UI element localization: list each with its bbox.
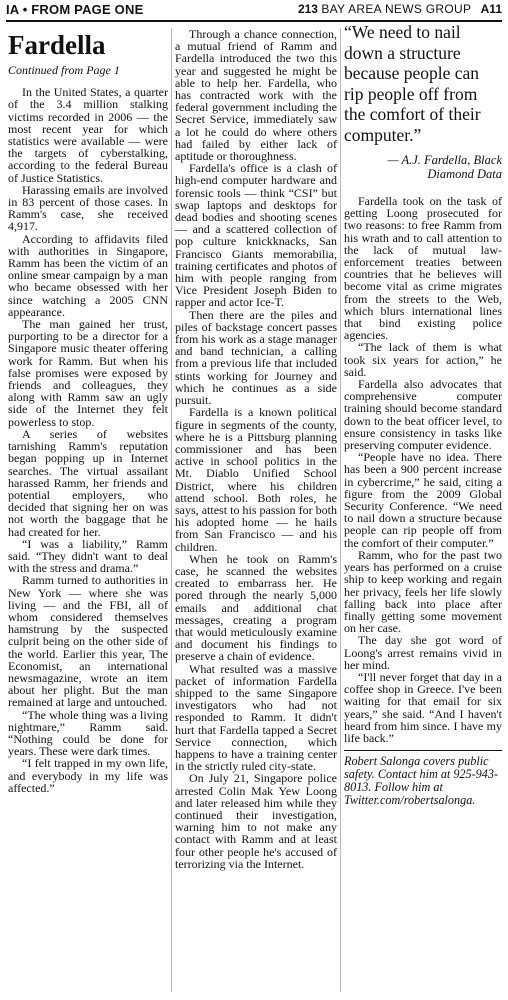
author-tagline: Robert Salonga covers public safety. Contact him at 925-943-8013. Follow him at Twitter.com/robertsalonga. [344, 750, 502, 807]
pull-quote-attribution: — A.J. Fardella, Black Diamond Data [387, 153, 502, 181]
page-number: 213 [297, 2, 318, 16]
paragraph: According to affidavits filed with authorities in Singapore, Ramm has been the victim of an online smear campaign by a man who became obsessed with her since watching a 2005 CNN appearance. [8, 231, 168, 319]
headline: Fardella [8, 30, 106, 60]
paragraph: The man gained her trust, purporting to be a director for a Singapore music theater offering work for Ramm. But when his false promises were exposed by friends and colleagues, they along with Ramm saw an ugly side of the Internet they felt powerless to stop. [8, 317, 168, 429]
column-3 [344, 22, 502, 808]
column-divider [340, 28, 341, 992]
paragraph: “The lack of them is what took six years for action,” he said. [344, 340, 502, 379]
paragraph: The day she got word of Loong's arrest remains vivid in her mind. [344, 633, 502, 672]
paragraph: What resulted was a massive packet of information Fardella shipped to the same Singapore investigators who had not responded to Ramm. It didn't hurt that Fardella tapped a Secret Service connection, which happens to have a training center in the strictly ruled city-state. [175, 661, 337, 774]
page-header [6, 0, 502, 19]
pull-quote-text: “We need to nail down a structure because people can rip people off from the comfort of their computer.” [344, 22, 481, 145]
paragraph: In the United States, a quarter of the 3.4 million stalking victims recorded in 2006 — the most recent year for which statistics were available — were the targets of cyberstalking, according to the federal Bureau of Justice Statistics. [8, 85, 168, 185]
paragraph: “I felt trapped in my own life, and everybody in my life was affected.” [8, 756, 168, 795]
pull-quote [344, 22, 502, 181]
paragraph: When he took on Ramm's case, he scanned the websites created to embarrass her. He pored through the nearly 5,000 emails and additional chat messages, creating a program that would meticulously examine and document his findings to preserve a chain of evidence. [175, 551, 337, 664]
paragraph: Then there are the piles and piles of backstage concert passes from his work as a stage manager and band technician, a calling from a previous life that included stints working for Journey and which he continues as a side pursuit. [175, 307, 337, 408]
header-right [298, 2, 502, 16]
column-2 [175, 28, 337, 870]
paragraph: Fardella is a known political figure in segments of the county, where he is a Pittsburg planning commissioner and has been active in school politics in the Mt. Diablo Unified School District, where his children attend school. Both roles, he says, attest to his passion for both his adopted home — he hails from San Francisco — and his children. [175, 405, 337, 554]
paragraph: “I'll never forget that day in a coffee shop in Greece. I've been waiting for that email for six years,” she said. “And I haven't heard from him since. I have my life back.” [344, 669, 502, 745]
paragraph: On July 21, Singapore police arrested Colin Mak Yew Loong and later released him while they continued their investigation, warning him to not make any contact with Ramm and at least four other people he's accused of terrorizing via the Internet. [175, 771, 337, 871]
paragraph: A series of websites tarnishing Ramm's reputation began popping up in Internet searches. The virtual assailant harassed Ramm, her friends and potential employers, who decided that signing her on was not worth the baggage that he had created for her. [8, 426, 168, 539]
column-1 [8, 28, 168, 794]
paragraph: Ramm turned to authorities in New York — where she was living — and the FBI, all of whom considered themselves hamstrung by the suspected culprit being on the other side of the world. Earlier this year, The Economist, an international newsmagazine, wrote an item about her plight. But the man remained at large and untouched. [8, 573, 168, 710]
paragraph: Through a chance connection, a mutual friend of Ramm and Fardella introduced the two this year and suggested he might be able to help her. Fardella, who has contracted work with the federal government including the Secret Service, immediately saw a lot he could do where others had failed by either lack of aptitude or thoroughness. [175, 27, 337, 164]
paragraph: “The whole thing was a living nightmare,” Ramm said. “Nothing could be done for years. These were dark times. [8, 707, 168, 759]
paragraph: Harassing emails are involved in 83 percent of those cases. In Ramm's case, she received 4,917. [8, 182, 168, 234]
publisher-name: BAY AREA NEWS GROUP [321, 2, 472, 16]
paragraph: “I was a liability,” Ramm said. “They didn't want to deal with the stress and drama.” [8, 536, 168, 576]
section-label: IA • FROM PAGE ONE [6, 2, 144, 17]
paragraph: “People have no idea. There has been a 900 percent increase in cybercrime,” he said, citing a figure from the 2009 Global Security Conference. “We need to nail down a structure because people can rip people off from the comfort of their computer.” [344, 450, 502, 550]
page-id: A11 [480, 2, 502, 16]
paragraph: Fardella's office is a clash of high-end computer hardware and forensic tools — think “CSI” but swap laptops and desktops for dead bodies and shooting scenes — and a scattered collection of pop culture knickknacks, San Francisco Giants memorabilia, training certificates and photos of him with people ranging from Vice President Joseph Biden to rapper and actor Ice-T. [175, 161, 337, 310]
paragraph: Fardella also advocates that comprehensive computer training should become standard down to the beat officer level, to ensure consistency in tasks like preserving computer evidence. [344, 377, 502, 453]
paragraph: Fardella took on the task of getting Loong prosecuted for two reasons: to free Ramm from his wrath and to call attention to the lack of mutual law-enforcement treaties between countries that he believes will become vital as crime migrates from the streets to the Web, which blurs international lines that bind existing police agencies. [344, 194, 502, 343]
column-divider [171, 28, 172, 992]
paragraph: Ramm, who for the past two years has performed on a cruise ship to keep working and regain her privacy, feels her life slowly falling back into place after finally getting some movement on her case. [344, 547, 502, 636]
continued-from: Continued from Page 1 [8, 63, 120, 77]
